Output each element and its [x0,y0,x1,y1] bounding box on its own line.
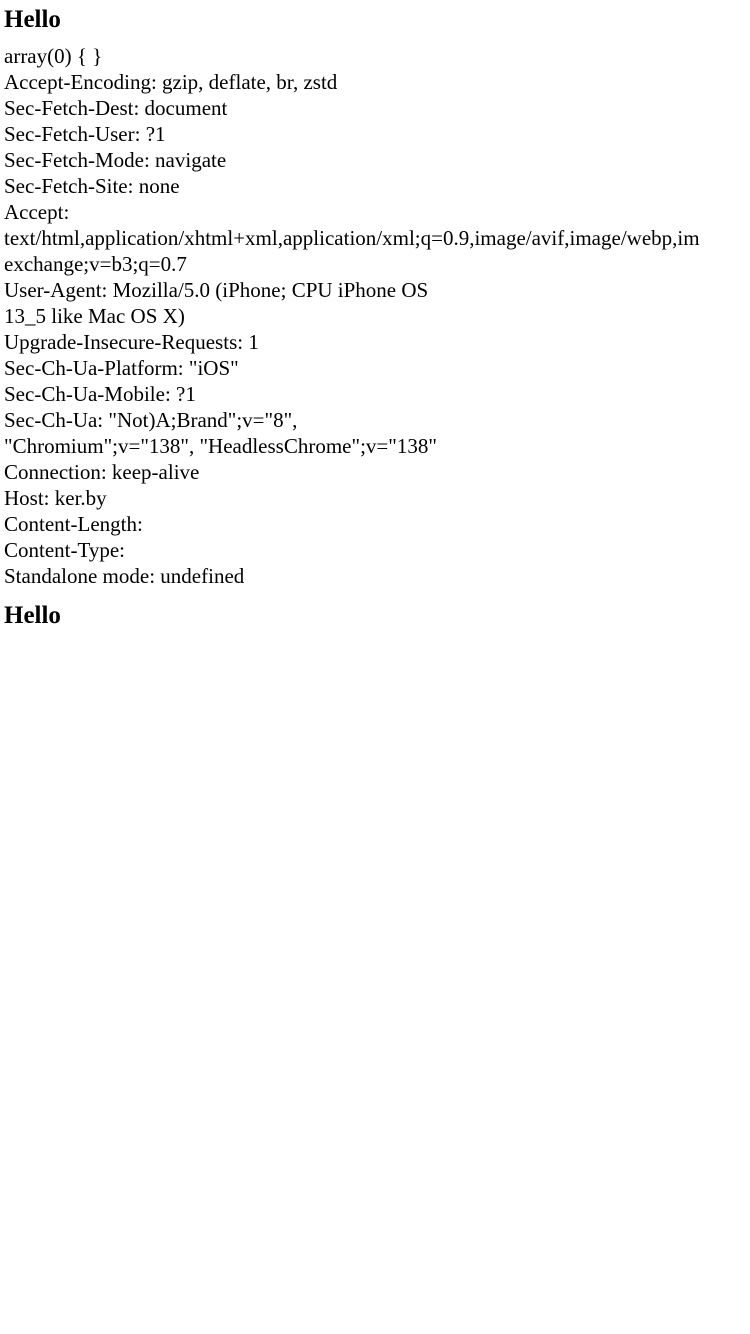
header-sec-ch-ua-cont: "Chromium";v="138", "HeadlessChrome";v="138" [4,434,437,458]
page-heading-bottom: Hello [4,602,61,629]
header-sec-ch-ua-platform: Sec-Ch-Ua-Platform: "iOS" [4,356,239,380]
header-sec-fetch-site: Sec-Fetch-Site: none [4,174,180,198]
header-sec-fetch-dest: Sec-Fetch-Dest: document [4,96,228,120]
header-accept-encoding: Accept-Encoding: gzip, deflate, br, zstd [4,70,338,94]
header-user-agent-cont: 13_5 like Mac OS X) [4,304,185,328]
page-heading-top: Hello [4,6,61,33]
header-accept-label: Accept: [4,200,70,224]
standalone-mode: Standalone mode: undefined [4,564,245,588]
request-headers-dump [4,43,750,589]
header-upgrade-insecure-requests: Upgrade-Insecure-Requests: 1 [4,330,259,354]
dump-line-array: array(0) { } [4,44,103,68]
header-content-type: Content-Type: [4,538,126,562]
header-sec-fetch-mode: Sec-Fetch-Mode: navigate [4,148,227,172]
header-user-agent: User-Agent: Mozilla/5.0 (iPhone; CPU iPhone OS [4,278,429,302]
header-sec-ch-ua-mobile: Sec-Ch-Ua-Mobile: ?1 [4,382,196,406]
header-sec-fetch-user: Sec-Fetch-User: ?1 [4,122,166,146]
header-content-length: Content-Length: [4,512,143,536]
header-accept-value-cont: exchange;v=b3;q=0.7 [4,252,187,276]
header-host: Host: ker.by [4,486,107,510]
header-accept-value: text/html,application/xhtml+xml,application/xml;q=0.9,image/avif,image/webp,im [4,226,700,250]
header-sec-ch-ua: Sec-Ch-Ua: "Not)A;Brand";v="8", [4,408,298,432]
header-connection: Connection: keep-alive [4,460,200,484]
